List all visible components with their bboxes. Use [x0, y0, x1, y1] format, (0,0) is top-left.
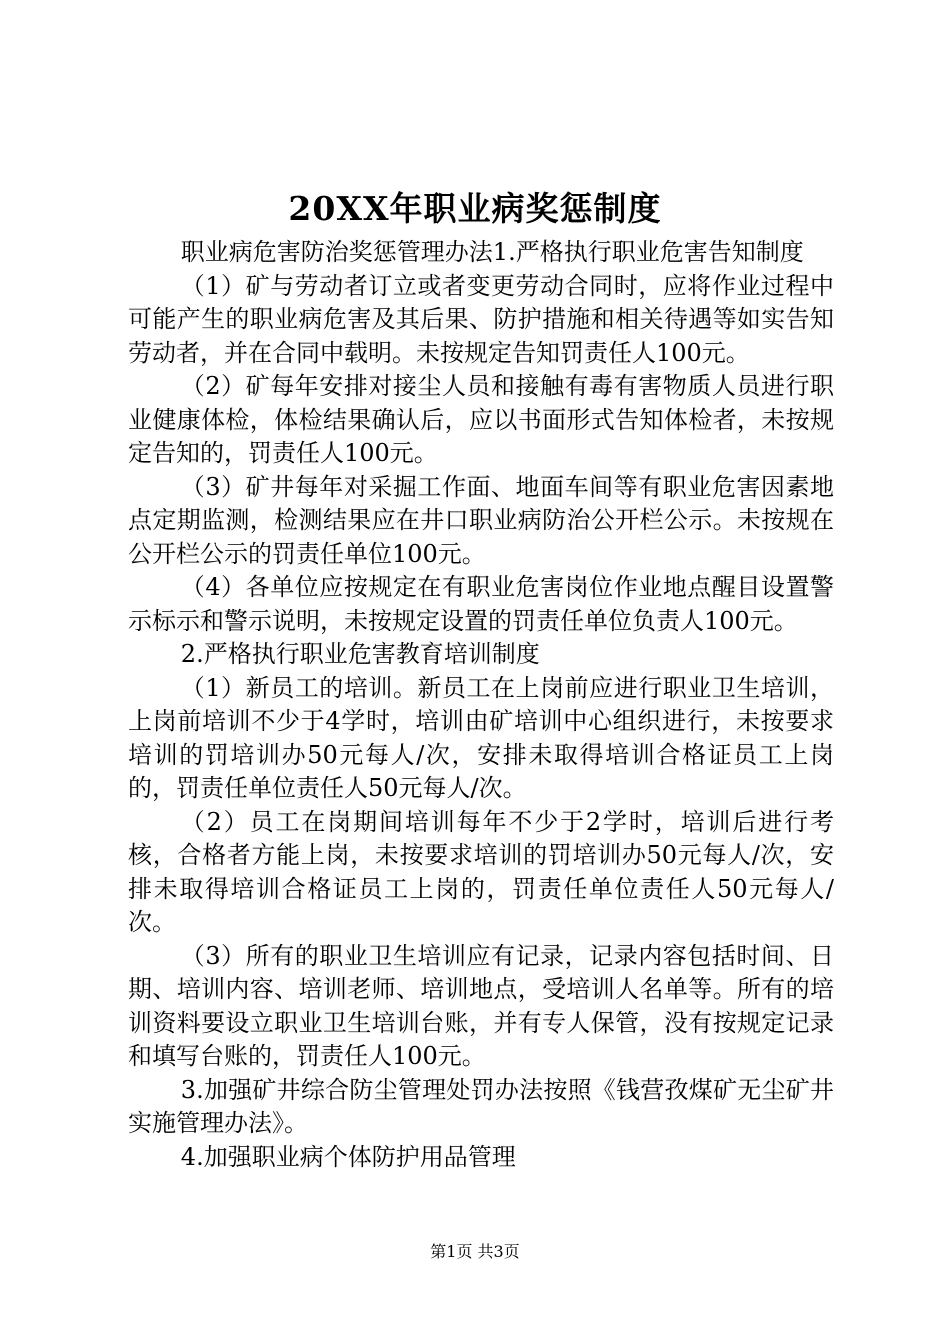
paragraph-2-3: （3）所有的职业卫生培训应有记录，记录内容包括时间、日期、培训内容、培训老师、培训地点，受培训人名单等。所有的培训资料要设立职业卫生培训台账，并有专人保管，没有按规定记录和填写台账的，罚责任人100元。 — [128, 941, 834, 1070]
section-heading-4: 4.加强职业病个体防护用品管理 — [180, 1142, 516, 1171]
page-footer: 第1页 共3页 — [430, 1242, 520, 1261]
document-title: 20XX年职业病奖惩制度 — [288, 189, 662, 228]
paragraph-1-1: （1）矿与劳动者订立或者变更劳动合同时，应将作业过程中可能产生的职业病危害及其后果、防护措施和相关待遇等如实告知劳动者，并在合同中载明。未按规定告知罚责任人100元。 — [128, 271, 834, 367]
section-heading-2: 2.严格执行职业危害教育培训制度 — [180, 640, 540, 668]
section-heading-3: 3.加强矿井综合防尘管理处罚办法按照《钱营孜煤矿无尘矿井实施管理办法》。 — [128, 1075, 834, 1137]
document-body — [128, 236, 834, 1174]
paragraph-1-3: （3）矿井每年对采掘工作面、地面车间等有职业危害因素地点定期监测，检测结果应在井口职业病防治公开栏公示。未按规在公开栏公示的罚责任单位100元。 — [128, 472, 834, 568]
paragraph-intro: 职业病危害防治奖惩管理办法1.严格执行职业危害告知制度 — [180, 238, 804, 266]
paragraph-2-2: （2）员工在岗期间培训每年不少于2学时，培训后进行考核，合格者方能上岗，未按要求培训的罚培训办50元每人/次，安排未取得培训合格证员工上岗的，罚责任单位责任人50元每人/次。 — [128, 807, 834, 936]
paragraph-2-1: （1）新员工的培训。新员工在上岗前应进行职业卫生培训，上岗前培训不少于4学时，培训由矿培训中心组织进行，未按要求培训的罚培训办50元每人/次，安排未取得培训合格证员工上岗的，罚责任单位责任人50元每人/次。 — [128, 673, 834, 802]
paragraph-1-2: （2）矿每年安排对接尘人员和接触有毒有害物质人员进行职业健康体检，体检结果确认后，应以书面形式告知体检者，未按规定告知的，罚责任人100元。 — [128, 372, 834, 467]
paragraph-1-4: （4）各单位应按规定在有职业危害岗位作业地点醒目设置警示标示和警示说明，未按规定设置的罚责任单位负责人100元。 — [128, 573, 834, 635]
